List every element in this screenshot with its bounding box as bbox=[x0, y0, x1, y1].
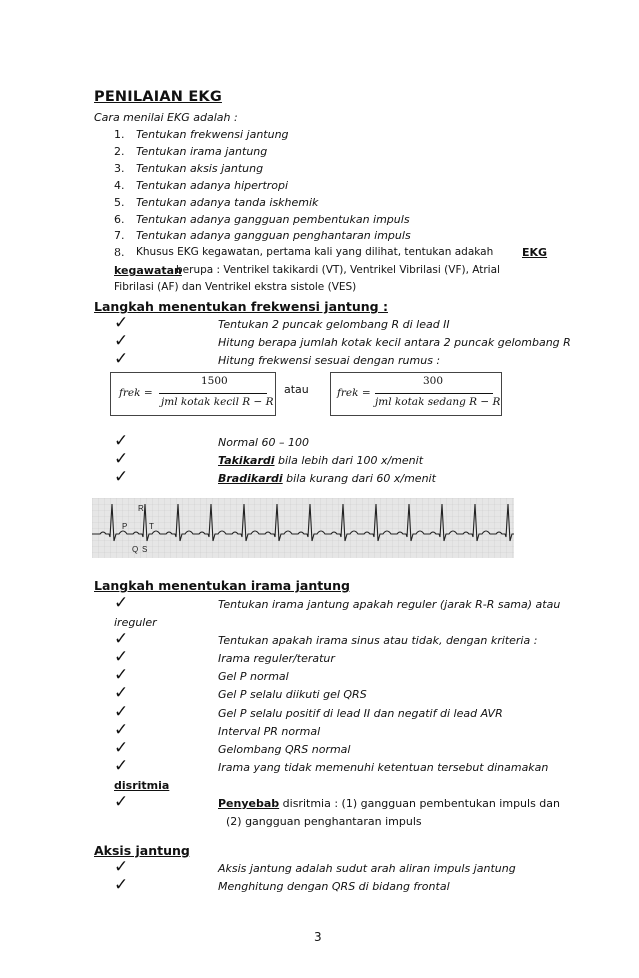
checkmark-icon: ✓ bbox=[114, 313, 129, 333]
term-takikardi: Takikardi bbox=[218, 454, 275, 467]
frekwensi-item: Hitung frekwensi sesuai dengan rumus : bbox=[218, 354, 441, 367]
formula-numerator: 1500 bbox=[201, 375, 228, 387]
formula-denominator: jml kotak sedang R − R bbox=[375, 396, 501, 408]
checkmark-icon: ✓ bbox=[114, 593, 129, 613]
irama-item: Irama reguler/teratur bbox=[218, 652, 335, 665]
checkmark-icon: ✓ bbox=[114, 857, 129, 877]
irama-item: Irama yang tidak memenuhi ketentuan tersebut dinamakan bbox=[218, 761, 549, 774]
checkmark-icon: ✓ bbox=[114, 792, 129, 812]
page-title: PENILAIAN EKG bbox=[94, 89, 222, 105]
term-penyebab: Penyebab bbox=[218, 797, 280, 810]
formula-numerator: 300 bbox=[423, 375, 444, 387]
formula-lhs: frek = bbox=[337, 387, 371, 399]
section-heading-irama: Langkah menentukan irama jantung bbox=[94, 578, 350, 593]
page-number: 3 bbox=[314, 930, 322, 944]
checkmark-icon: ✓ bbox=[114, 683, 129, 703]
checkmark-icon: ✓ bbox=[114, 449, 129, 469]
term-disritmia: disritmia bbox=[114, 779, 170, 792]
step-text: Tentukan adanya gangguan pembentukan impuls bbox=[136, 213, 410, 226]
step-emphasis: kegawatan bbox=[114, 264, 182, 277]
ekg-label-r: R bbox=[138, 504, 144, 513]
step-number: 8. bbox=[114, 246, 125, 259]
step-emphasis: EKG bbox=[522, 246, 548, 259]
irama-item: Interval PR normal bbox=[218, 725, 321, 738]
step-number: 2. bbox=[114, 145, 125, 158]
irama-item: Gelombang QRS normal bbox=[218, 743, 351, 756]
step-number: 4. bbox=[114, 179, 125, 192]
step-text: berupa : Ventrikel takikardi (VT), Ventrikel Vibrilasi (VF), Atrial bbox=[176, 264, 500, 276]
aksis-item: Menghitung dengan QRS di bidang frontal bbox=[218, 880, 450, 893]
checkmark-icon: ✓ bbox=[114, 875, 129, 895]
fraction-bar bbox=[375, 393, 493, 394]
checkmark-icon: ✓ bbox=[114, 331, 129, 351]
checkmark-icon: ✓ bbox=[114, 629, 129, 649]
formula-separator: atau bbox=[284, 383, 309, 396]
checkmark-icon: ✓ bbox=[114, 720, 129, 740]
checkmark-icon: ✓ bbox=[114, 702, 129, 722]
irama-item: Gel P selalu diikuti gel QRS bbox=[218, 688, 367, 701]
ekg-label-p: P bbox=[122, 522, 128, 531]
cause-text: disritmia : (1) gangguan pembentukan impuls dan bbox=[279, 797, 561, 810]
fraction-bar bbox=[159, 393, 267, 394]
step-number: 5. bbox=[114, 196, 125, 209]
ekg-label-s: S bbox=[142, 545, 148, 554]
irama-item: Tentukan apakah irama sinus atau tidak, dengan kriteria : bbox=[218, 634, 538, 647]
range-takikardi bbox=[218, 454, 423, 467]
checkmark-icon: ✓ bbox=[114, 665, 129, 685]
frekwensi-item: Tentukan 2 puncak gelombang R di lead II bbox=[218, 318, 450, 331]
range-normal: Normal 60 – 100 bbox=[218, 436, 309, 449]
checkmark-icon: ✓ bbox=[114, 647, 129, 667]
checkmark-icon: ✓ bbox=[114, 756, 129, 776]
aksis-item: Aksis jantung adalah sudut arah aliran impuls jantung bbox=[218, 862, 516, 875]
irama-item: Gel P selalu positif di lead II dan negatif di lead AVR bbox=[218, 707, 503, 720]
formula-box-1 bbox=[110, 372, 276, 416]
formula-lhs: frek = bbox=[119, 387, 153, 399]
range-text: bila lebih dari 100 x/menit bbox=[274, 454, 424, 467]
irama-item-cont: ireguler bbox=[114, 616, 157, 629]
section-heading-frekwensi: Langkah menentukan frekwensi jantung : bbox=[94, 299, 388, 314]
intro-text: Cara menilai EKG adalah : bbox=[94, 111, 238, 124]
frekwensi-item: Hitung berapa jumlah kotak kecil antara 2 puncak gelombang R bbox=[218, 336, 571, 349]
step-text: Tentukan aksis jantung bbox=[136, 162, 264, 175]
range-bradikardi bbox=[218, 472, 436, 485]
step-number: 3. bbox=[114, 162, 125, 175]
step-text: Khusus EKG kegawatan, pertama kali yang dilihat, tentukan adakah bbox=[136, 246, 494, 258]
ekg-label-t: T bbox=[149, 522, 154, 531]
step-number: 1. bbox=[114, 128, 125, 141]
section-heading-aksis: Aksis jantung bbox=[94, 843, 190, 858]
checkmark-icon: ✓ bbox=[114, 349, 129, 369]
step-number: 7. bbox=[114, 229, 125, 242]
checkmark-icon: ✓ bbox=[114, 431, 129, 451]
checkmark-icon: ✓ bbox=[114, 467, 129, 487]
step-text: Fibrilasi (AF) dan Ventrikel ekstra sistole (VES) bbox=[114, 281, 357, 293]
step-text: Tentukan adanya hipertropi bbox=[136, 179, 289, 192]
irama-cause bbox=[218, 797, 560, 810]
irama-cause-cont: (2) gangguan penghantaran impuls bbox=[226, 815, 422, 828]
step-text: Tentukan adanya tanda iskhemik bbox=[136, 196, 319, 209]
formula-box-2 bbox=[330, 372, 502, 416]
step-text: Tentukan irama jantung bbox=[136, 145, 268, 158]
ekg-label-q: Q bbox=[132, 545, 139, 554]
range-text: bila kurang dari 60 x/menit bbox=[282, 472, 436, 485]
checkmark-icon: ✓ bbox=[114, 738, 129, 758]
term-bradikardi: Bradikardi bbox=[218, 472, 283, 485]
step-text: Tentukan frekwensi jantung bbox=[136, 128, 289, 141]
formula-denominator: jml kotak kecil R − R bbox=[161, 396, 274, 408]
step-text: Tentukan adanya gangguan penghantaran impuls bbox=[136, 229, 411, 242]
ekg-strip-image bbox=[92, 498, 514, 558]
irama-item: Tentukan irama jantung apakah reguler (jarak R-R sama) atau bbox=[218, 598, 561, 611]
step-number: 6. bbox=[114, 213, 125, 226]
irama-item: Gel P normal bbox=[218, 670, 289, 683]
